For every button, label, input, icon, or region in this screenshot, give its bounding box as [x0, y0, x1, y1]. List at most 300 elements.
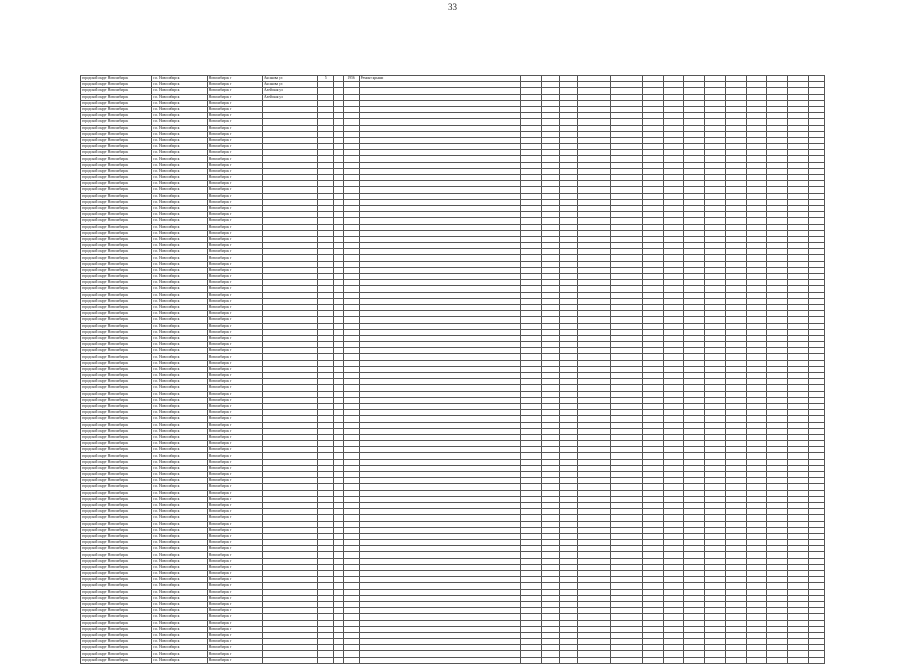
table-cell: городской округ Новосибирск [81, 82, 152, 88]
table-cell: Алейская ул [262, 94, 317, 100]
table-cell: Новосибирск г [207, 82, 262, 88]
table-cell: г.п. Новосибирск [152, 113, 207, 119]
table-cell: г.п. Новосибирск [152, 416, 207, 422]
table-cell: городской округ Новосибирск [81, 113, 152, 119]
table-cell: Новосибирск г [207, 515, 262, 521]
table-cell: Новосибирск г [207, 379, 262, 385]
table-cell: г.п. Новосибирск [152, 342, 207, 348]
table-cell: г.п. Новосибирск [152, 601, 207, 607]
table-cell: г.п. Новосибирск [152, 199, 207, 205]
table-cell: Новосибирск г [207, 502, 262, 508]
table-cell: городской округ Новосибирск [81, 373, 152, 379]
table-cell: городской округ Новосибирск [81, 286, 152, 292]
table-cell: городской округ Новосибирск [81, 620, 152, 626]
table-cell: Новосибирск г [207, 441, 262, 447]
table-cell: Новосибирск г [207, 236, 262, 242]
table-cell: г.п. Новосибирск [152, 274, 207, 280]
table-cell: городской округ Новосибирск [81, 416, 152, 422]
table-cell: городской округ Новосибирск [81, 651, 152, 657]
table-cell: Новосибирск г [207, 583, 262, 589]
table-cell: Новосибирск г [207, 657, 262, 663]
table-cell: г.п. Новосибирск [152, 379, 207, 385]
table-cell: г.п. Новосибирск [152, 360, 207, 366]
table-cell: г.п. Новосибирск [152, 595, 207, 601]
table-cell: г.п. Новосибирск [152, 304, 207, 310]
table-cell: городской округ Новосибирск [81, 601, 152, 607]
table-cell: городской округ Новосибирск [81, 589, 152, 595]
table-cell: городской округ Новосибирск [81, 323, 152, 329]
table-cell: Новосибирск г [207, 608, 262, 614]
table-cell: Новосибирск г [207, 125, 262, 131]
table-cell: городской округ Новосибирск [81, 632, 152, 638]
table-cell: Новосибирск г [207, 465, 262, 471]
table-cell: городской округ Новосибирск [81, 546, 152, 552]
table-cell: городской округ Новосибирск [81, 577, 152, 583]
table-cell: Новосибирск г [207, 168, 262, 174]
table-cell: городской округ Новосибирск [81, 608, 152, 614]
table-cell: г.п. Новосибирск [152, 193, 207, 199]
table-cell [663, 657, 684, 663]
page-number: 33 [448, 2, 457, 12]
table-cell: Новосибирск г [207, 651, 262, 657]
table-cell: г.п. Новосибирск [152, 88, 207, 94]
table-cell: Новосибирск г [207, 385, 262, 391]
table-cell: г.п. Новосибирск [152, 317, 207, 323]
table-cell: г.п. Новосибирск [152, 527, 207, 533]
table-cell: Новосибирск г [207, 335, 262, 341]
table-cell: г.п. Новосибирск [152, 230, 207, 236]
table-cell: городской округ Новосибирск [81, 144, 152, 150]
table-cell: городской округ Новосибирск [81, 626, 152, 632]
table-cell [343, 657, 359, 663]
table-cell: г.п. Новосибирск [152, 410, 207, 416]
table-cell: Новосибирск г [207, 162, 262, 168]
table-cell: Новосибирск г [207, 292, 262, 298]
registry-sheet [80, 75, 825, 664]
table-cell: г.п. Новосибирск [152, 385, 207, 391]
table-cell: городской округ Новосибирск [81, 243, 152, 249]
table-cell: г.п. Новосибирск [152, 434, 207, 440]
table-cell: Новосибирск г [207, 187, 262, 193]
table-cell: Новосибирск г [207, 329, 262, 335]
table-cell: Новосибирск г [207, 620, 262, 626]
table-cell: Новосибирск г [207, 639, 262, 645]
table-cell: г.п. Новосибирск [152, 441, 207, 447]
table-cell: г.п. Новосибирск [152, 620, 207, 626]
table-cell: г.п. Новосибирск [152, 366, 207, 372]
table-cell: г.п. Новосибирск [152, 509, 207, 515]
table-cell: Новосибирск г [207, 447, 262, 453]
table-cell: городской округ Новосибирск [81, 657, 152, 663]
table-cell [541, 657, 559, 663]
registry-body [81, 76, 825, 664]
table-cell: г.п. Новосибирск [152, 502, 207, 508]
table-cell: городской округ Новосибирск [81, 193, 152, 199]
table-cell [642, 657, 663, 663]
table-cell: г.п. Новосибирск [152, 205, 207, 211]
table-cell: городской округ Новосибирск [81, 465, 152, 471]
table-cell: городской округ Новосибирск [81, 385, 152, 391]
table-cell: г.п. Новосибирск [152, 255, 207, 261]
table-cell: Новосибирск г [207, 218, 262, 224]
table-cell: Новосибирск г [207, 533, 262, 539]
table-cell: городской округ Новосибирск [81, 230, 152, 236]
table-cell: городской округ Новосибирск [81, 490, 152, 496]
table-cell: Новосибирск г [207, 645, 262, 651]
table-cell: городской округ Новосибирск [81, 484, 152, 490]
table-cell: городской округ Новосибирск [81, 360, 152, 366]
table-cell: Новосибирск г [207, 490, 262, 496]
table-cell: городской округ Новосибирск [81, 131, 152, 137]
table-cell: Новосибирск г [207, 410, 262, 416]
table-cell: Новосибирск г [207, 274, 262, 280]
table-cell: г.п. Новосибирск [152, 391, 207, 397]
table-cell: г.п. Новосибирск [152, 261, 207, 267]
table-cell: г.п. Новосибирск [152, 212, 207, 218]
table-cell: г.п. Новосибирск [152, 515, 207, 521]
table-cell: г.п. Новосибирск [152, 119, 207, 125]
table-cell: городской округ Новосибирск [81, 441, 152, 447]
table-cell: г.п. Новосибирск [152, 82, 207, 88]
table-cell: Новосибирск г [207, 286, 262, 292]
table-cell: Новосибирск г [207, 577, 262, 583]
table-cell: Новосибирск г [207, 428, 262, 434]
table-cell: городской округ Новосибирск [81, 645, 152, 651]
table-cell: Новосибирск г [207, 391, 262, 397]
table-cell: Новосибирск г [207, 224, 262, 230]
table-cell [359, 657, 520, 663]
table-cell: Новосибирск г [207, 422, 262, 428]
table-cell: Новосибирск г [207, 601, 262, 607]
table-cell: городской округ Новосибирск [81, 150, 152, 156]
table-cell: городской округ Новосибирск [81, 88, 152, 94]
table-cell: г.п. Новосибирск [152, 280, 207, 286]
table-cell [578, 657, 610, 663]
table-cell: Новосибирск г [207, 478, 262, 484]
table-cell [725, 657, 746, 663]
table-cell: г.п. Новосибирск [152, 175, 207, 181]
table-cell: Новосибирск г [207, 131, 262, 137]
table-cell: г.п. Новосибирск [152, 156, 207, 162]
table-cell: г.п. Новосибирск [152, 546, 207, 552]
table-cell: городской округ Новосибирск [81, 106, 152, 112]
table-cell: г.п. Новосибирск [152, 348, 207, 354]
table-cell: г.п. Новосибирск [152, 292, 207, 298]
table-cell: г.п. Новосибирск [152, 447, 207, 453]
table-cell: городской округ Новосибирск [81, 515, 152, 521]
table-cell: Новосибирск г [207, 280, 262, 286]
table-cell: городской округ Новосибирск [81, 218, 152, 224]
table-cell: городской округ Новосибирск [81, 137, 152, 143]
table-cell: г.п. Новосибирск [152, 564, 207, 570]
table-cell: Новосибирск г [207, 249, 262, 255]
table-cell: городской округ Новосибирск [81, 348, 152, 354]
table-cell: г.п. Новосибирск [152, 125, 207, 131]
table-cell: Новосибирск г [207, 119, 262, 125]
table-cell: г.п. Новосибирск [152, 311, 207, 317]
table-cell: городской округ Новосибирск [81, 119, 152, 125]
table-cell: городской округ Новосибирск [81, 335, 152, 341]
table-cell: г.п. Новосибирск [152, 589, 207, 595]
table-cell: г.п. Новосибирск [152, 329, 207, 335]
table-cell: городской округ Новосибирск [81, 162, 152, 168]
table-cell: городской округ Новосибирск [81, 366, 152, 372]
table-cell: Алейская ул [262, 88, 317, 94]
table-cell: Новосибирск г [207, 76, 262, 82]
table-cell: г.п. Новосибирск [152, 428, 207, 434]
table-cell: г.п. Новосибирск [152, 106, 207, 112]
table-cell: г.п. Новосибирск [152, 645, 207, 651]
table-cell: Новосибирск г [207, 261, 262, 267]
table-cell: городской округ Новосибирск [81, 212, 152, 218]
table-cell: 5 [318, 76, 334, 82]
table-cell: г.п. Новосибирск [152, 577, 207, 583]
table-cell: г.п. Новосибирск [152, 286, 207, 292]
table-cell [610, 657, 642, 663]
table-cell: Новосибирск г [207, 632, 262, 638]
table-cell: Новосибирск г [207, 416, 262, 422]
table-cell: Новосибирск г [207, 181, 262, 187]
table-cell: городской округ Новосибирск [81, 391, 152, 397]
table-cell: г.п. Новосибирск [152, 137, 207, 143]
table-cell: Новосибирск г [207, 144, 262, 150]
table-cell: г.п. Новосибирск [152, 335, 207, 341]
table-cell: г.п. Новосибирск [152, 373, 207, 379]
registry-table [80, 75, 825, 664]
table-cell [684, 657, 705, 663]
table-cell: 1956 [343, 76, 359, 82]
table-cell: городской округ Новосибирск [81, 583, 152, 589]
table-cell [334, 657, 343, 663]
table-cell: г.п. Новосибирск [152, 354, 207, 360]
table-cell: городской округ Новосибирск [81, 428, 152, 434]
table-cell: Новосибирск г [207, 243, 262, 249]
table-cell [560, 657, 578, 663]
table-cell: г.п. Новосибирск [152, 218, 207, 224]
table-cell: Новосибирск г [207, 453, 262, 459]
table-cell: г.п. Новосибирск [152, 162, 207, 168]
table-cell: Новосибирск г [207, 113, 262, 119]
table-cell: городской округ Новосибирск [81, 379, 152, 385]
table-cell: Новосибирск г [207, 230, 262, 236]
table-cell: Новосибирск г [207, 472, 262, 478]
table-cell: городской округ Новосибирск [81, 639, 152, 645]
table-cell: городской округ Новосибирск [81, 540, 152, 546]
table-cell: городской округ Новосибирск [81, 76, 152, 82]
table-cell: г.п. Новосибирск [152, 181, 207, 187]
table-cell: городской округ Новосибирск [81, 410, 152, 416]
table-cell: городской округ Новосибирск [81, 521, 152, 527]
table-cell: городской округ Новосибирск [81, 298, 152, 304]
table-cell: городской округ Новосибирск [81, 125, 152, 131]
table-cell: городской округ Новосибирск [81, 447, 152, 453]
table-cell [808, 657, 824, 663]
table-cell: Новосибирск г [207, 373, 262, 379]
table-cell: городской округ Новосибирск [81, 614, 152, 620]
table-cell [787, 657, 808, 663]
table-cell: г.п. Новосибирск [152, 298, 207, 304]
table-cell: Новосибирск г [207, 137, 262, 143]
table-cell: городской округ Новосибирск [81, 249, 152, 255]
table-cell: городской округ Новосибирск [81, 100, 152, 106]
table-cell: Новосибирск г [207, 366, 262, 372]
table-cell: городской округ Новосибирск [81, 552, 152, 558]
table-cell: городской округ Новосибирск [81, 459, 152, 465]
table-cell: городской округ Новосибирск [81, 502, 152, 508]
table-cell: г.п. Новосибирск [152, 472, 207, 478]
table-cell: г.п. Новосибирск [152, 490, 207, 496]
table-cell: городской округ Новосибирск [81, 478, 152, 484]
table-cell: г.п. Новосибирск [152, 323, 207, 329]
table-cell: г.п. Новосибирск [152, 657, 207, 663]
table-cell: г.п. Новосибирск [152, 571, 207, 577]
table-cell: г.п. Новосибирск [152, 552, 207, 558]
table-cell: г.п. Новосибирск [152, 224, 207, 230]
table-cell: Новосибирск г [207, 311, 262, 317]
table-cell: Аксакова ул [262, 76, 317, 82]
table-cell: г.п. Новосибирск [152, 150, 207, 156]
table-cell: г.п. Новосибирск [152, 540, 207, 546]
table-cell: Новосибирск г [207, 156, 262, 162]
table-cell: городской округ Новосибирск [81, 94, 152, 100]
table-cell: Новосибирск г [207, 106, 262, 112]
table-cell: Ремонт крыши [359, 76, 520, 82]
table-cell: городской округ Новосибирск [81, 187, 152, 193]
table-cell: городской округ Новосибирск [81, 255, 152, 261]
table-cell: городской округ Новосибирск [81, 329, 152, 335]
table-cell: Новосибирск г [207, 360, 262, 366]
table-cell: городской округ Новосибирск [81, 236, 152, 242]
table-cell: г.п. Новосибирск [152, 484, 207, 490]
table-cell: г.п. Новосибирск [152, 465, 207, 471]
table-cell: г.п. Новосибирск [152, 651, 207, 657]
table-cell: Новосибирск г [207, 540, 262, 546]
table-cell: г.п. Новосибирск [152, 187, 207, 193]
table-cell: Новосибирск г [207, 212, 262, 218]
table-cell: городской округ Новосибирск [81, 292, 152, 298]
table-cell: Новосибирск г [207, 317, 262, 323]
table-cell: Новосибирск г [207, 521, 262, 527]
table-cell: городской округ Новосибирск [81, 199, 152, 205]
table-cell: городской округ Новосибирск [81, 267, 152, 273]
table-cell: г.п. Новосибирск [152, 100, 207, 106]
table-cell: Новосибирск г [207, 434, 262, 440]
table-cell: г.п. Новосибирск [152, 144, 207, 150]
table-cell [767, 657, 788, 663]
table-cell: городской округ Новосибирск [81, 205, 152, 211]
table-cell: Новосибирск г [207, 193, 262, 199]
table-cell: городской округ Новосибирск [81, 224, 152, 230]
table-cell: г.п. Новосибирск [152, 521, 207, 527]
table-cell: г.п. Новосибирск [152, 626, 207, 632]
table-cell [520, 657, 541, 663]
table-cell: Новосибирск г [207, 546, 262, 552]
table-cell: г.п. Новосибирск [152, 422, 207, 428]
table-cell: Новосибирск г [207, 94, 262, 100]
table-cell: городской округ Новосибирск [81, 595, 152, 601]
table-cell: Новосибирск г [207, 589, 262, 595]
table-cell: городской округ Новосибирск [81, 527, 152, 533]
table-cell: г.п. Новосибирск [152, 236, 207, 242]
table-cell: городской округ Новосибирск [81, 156, 152, 162]
table-cell: г.п. Новосибирск [152, 459, 207, 465]
table-cell: г.п. Новосибирск [152, 94, 207, 100]
table-cell: Новосибирск г [207, 614, 262, 620]
table-cell: Новосибирск г [207, 558, 262, 564]
table-cell: городской округ Новосибирск [81, 533, 152, 539]
table-row [81, 657, 825, 663]
table-cell: городской округ Новосибирск [81, 453, 152, 459]
table-cell: Новосибирск г [207, 509, 262, 515]
table-cell: г.п. Новосибирск [152, 558, 207, 564]
table-cell: Новосибирск г [207, 323, 262, 329]
table-cell: г.п. Новосибирск [152, 614, 207, 620]
table-cell: г.п. Новосибирск [152, 496, 207, 502]
table-cell: Новосибирск г [207, 348, 262, 354]
table-cell: городской округ Новосибирск [81, 354, 152, 360]
table-cell: Аксакова ул [262, 82, 317, 88]
table-cell: Новосибирск г [207, 527, 262, 533]
table-cell: городской округ Новосибирск [81, 304, 152, 310]
table-cell: Новосибирск г [207, 403, 262, 409]
table-cell: Новосибирск г [207, 342, 262, 348]
table-cell [746, 657, 767, 663]
table-cell: Новосибирск г [207, 484, 262, 490]
table-cell: Новосибирск г [207, 255, 262, 261]
table-cell: городской округ Новосибирск [81, 311, 152, 317]
table-cell: городской округ Новосибирск [81, 280, 152, 286]
table-cell: городской округ Новосибирск [81, 472, 152, 478]
table-cell [318, 657, 334, 663]
table-cell: г.п. Новосибирск [152, 453, 207, 459]
table-cell: г.п. Новосибирск [152, 397, 207, 403]
table-cell: Новосибирск г [207, 199, 262, 205]
table-cell: г.п. Новосибирск [152, 639, 207, 645]
table-cell: городской округ Новосибирск [81, 397, 152, 403]
table-cell: г.п. Новосибирск [152, 131, 207, 137]
table-cell: Новосибирск г [207, 150, 262, 156]
table-cell: Новосибирск г [207, 298, 262, 304]
table-cell: Новосибирск г [207, 205, 262, 211]
table-cell: городской округ Новосибирск [81, 175, 152, 181]
table-cell: Новосибирск г [207, 595, 262, 601]
table-cell [705, 657, 726, 663]
table-cell: городской округ Новосибирск [81, 403, 152, 409]
table-cell: Новосибирск г [207, 88, 262, 94]
table-cell: Новосибирск г [207, 459, 262, 465]
table-cell: Новосибирск г [207, 100, 262, 106]
table-cell: Новосибирск г [207, 175, 262, 181]
table-cell: городской округ Новосибирск [81, 558, 152, 564]
table-cell: г.п. Новосибирск [152, 403, 207, 409]
table-cell: городской округ Новосибирск [81, 317, 152, 323]
table-cell: г.п. Новосибирск [152, 243, 207, 249]
table-cell: Новосибирск г [207, 354, 262, 360]
table-cell: городской округ Новосибирск [81, 168, 152, 174]
table-cell: г.п. Новосибирск [152, 267, 207, 273]
table-cell: городской округ Новосибирск [81, 181, 152, 187]
table-cell: городской округ Новосибирск [81, 496, 152, 502]
table-cell: городской округ Новосибирск [81, 434, 152, 440]
table-cell: г.п. Новосибирск [152, 583, 207, 589]
table-cell: Новосибирск г [207, 564, 262, 570]
table-cell: г.п. Новосибирск [152, 168, 207, 174]
table-cell: Новосибирск г [207, 496, 262, 502]
table-cell: Новосибирск г [207, 397, 262, 403]
table-cell: городской округ Новосибирск [81, 571, 152, 577]
table-cell: Новосибирск г [207, 626, 262, 632]
table-cell: городской округ Новосибирск [81, 509, 152, 515]
